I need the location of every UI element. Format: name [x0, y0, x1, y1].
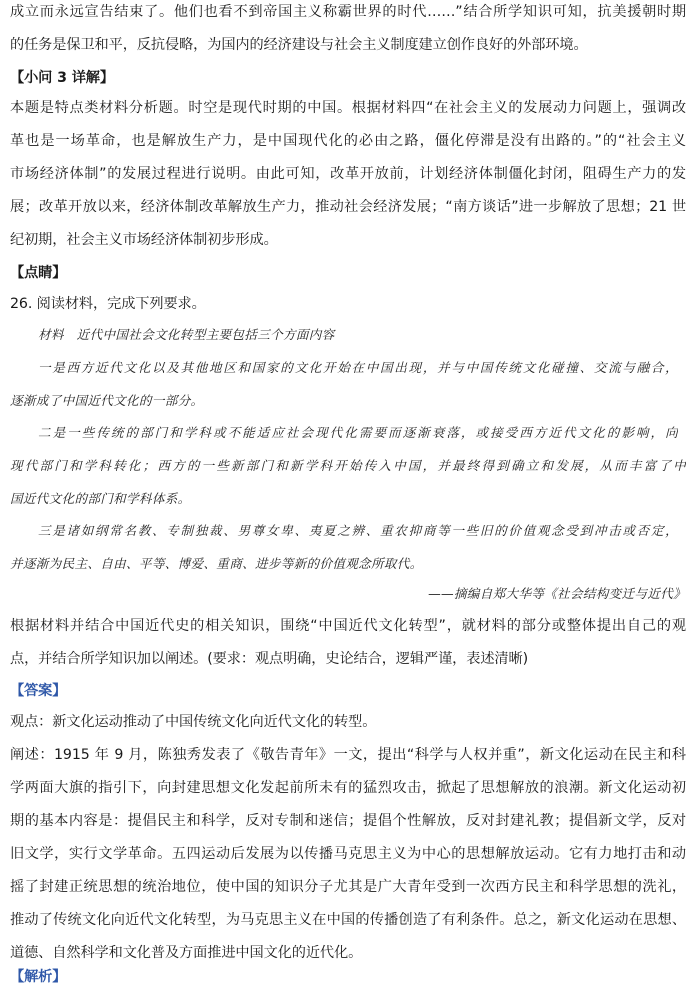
answer-line: 学两面大旗的指引下，向封建思想文化发起前所未有的猛烈攻击，掀起了思想解放的浪潮。新文化运动初	[10, 780, 686, 796]
answer-line: 摇了封建正统思想的统治地位，使中国的知识分子尤其是广大青年受到一次西方民主和科学思想的洗礼，	[10, 879, 686, 895]
material-title: 材料 近代中国社会文化转型主要包括三个方面内容	[38, 327, 335, 342]
material-line: 国近代文化的部门和学科体系。	[10, 491, 191, 506]
paragraph-line: 市场经济体制”的发展过程进行说明。由此可知，改革开放前，计划经济体制僵化封闭，阻碍生产力的发	[10, 166, 686, 182]
paragraph-line: 本题是特点类材料分析题。时空是现代时期的中国。根据材料四“在社会主义的发展动力问题上，强调改	[10, 100, 686, 116]
answer-line: 阐述：1915 年 9 月，陈独秀发表了《敬告青年》一文，提出“科学与人权并重”，新文化运动在民主和科	[10, 747, 686, 763]
material-line: 三是诸如纲常名教、专制独裁、男尊女卑、夷夏之辨、重农抑商等一些旧的价值观念受到冲击或否定，	[38, 523, 678, 538]
material-line: 一是西方近代文化以及其他地区和国家的文化开始在中国出现，并与中国传统文化碰撞、交流与融合，	[38, 360, 678, 375]
answer-heading: 【答案】	[10, 683, 67, 699]
paragraph-line: 展；改革开放以来，经济体制改革解放生产力，推动社会经济发展；“南方谈话”进一步解放了思想；21 世	[10, 199, 686, 215]
paragraph-line: 成立而永远宣告结束了。他们也看不到帝国主义称霸世界的时代……”结合所学知识可知，抗美援朝时期	[10, 4, 686, 20]
section-heading-sub3: 【小问 3 详解】	[10, 70, 114, 86]
analysis-heading: 【解析】	[10, 969, 67, 985]
paragraph-line: 革也是一场革命，也是解放生产力，是中国现代化的必由之路，僵化停滞是没有出路的。”的“社会主义	[10, 133, 686, 149]
material-line: 并逐渐为民主、自由、平等、博爱、重商、进步等新的价值观念所取代。	[10, 556, 423, 571]
requirement-line: 根据材料并结合中国近代史的相关知识，围绕“中国近代文化转型”，就材料的部分或整体提出自己的观	[10, 618, 686, 634]
material-source: ——摘编自郑大华等《社会结构变迁与近代》	[428, 586, 686, 601]
answer-line: 推动了传统文化向近代文化转型，为马克思主义在中国的传播创造了有利条件。总之，新文化运动在思想、	[10, 912, 686, 928]
answer-viewpoint: 观点：新文化运动推动了中国传统文化向近代文化的转型。	[10, 714, 377, 730]
material-line: 二是一些传统的部门和学科或不能适应社会现代化需要而逐渐衰落，或接受西方近代文化的影响，向	[38, 425, 678, 440]
section-heading-dianjing: 【点睛】	[10, 265, 67, 281]
material-line: 逐渐成了中国近代文化的一部分。	[10, 393, 204, 408]
answer-line: 期的基本内容是：提倡民主和科学，反对专制和迷信；提倡个性解放，反对封建礼教；提倡新文学，反对	[10, 813, 686, 829]
answer-line: 道德、自然科学和文化普及方面推进中国文化的近代化。	[10, 945, 363, 961]
question-title: 26. 阅读材料，完成下列要求。	[10, 296, 206, 312]
paragraph-line: 纪初期，社会主义市场经济体制初步形成。	[10, 232, 278, 248]
paragraph-line: 的任务是保卫和平，反抗侵略，为国内的经济建设与社会主义制度建立创作良好的外部环境。	[10, 37, 588, 53]
answer-line: 旧文学，实行文学革命。五四运动后发展为以传播马克思主义为中心的思想解放运动。它有力地打击和动	[10, 846, 686, 862]
material-line: 现代部门和学科转化；西方的一些新部门和新学科开始传入中国，并最终得到确立和发展，从而丰富了中	[10, 458, 686, 473]
requirement-line: 点，并结合所学知识加以阐述。(要求：观点明确，史论结合，逻辑严谨，表述清晰)	[10, 651, 529, 667]
